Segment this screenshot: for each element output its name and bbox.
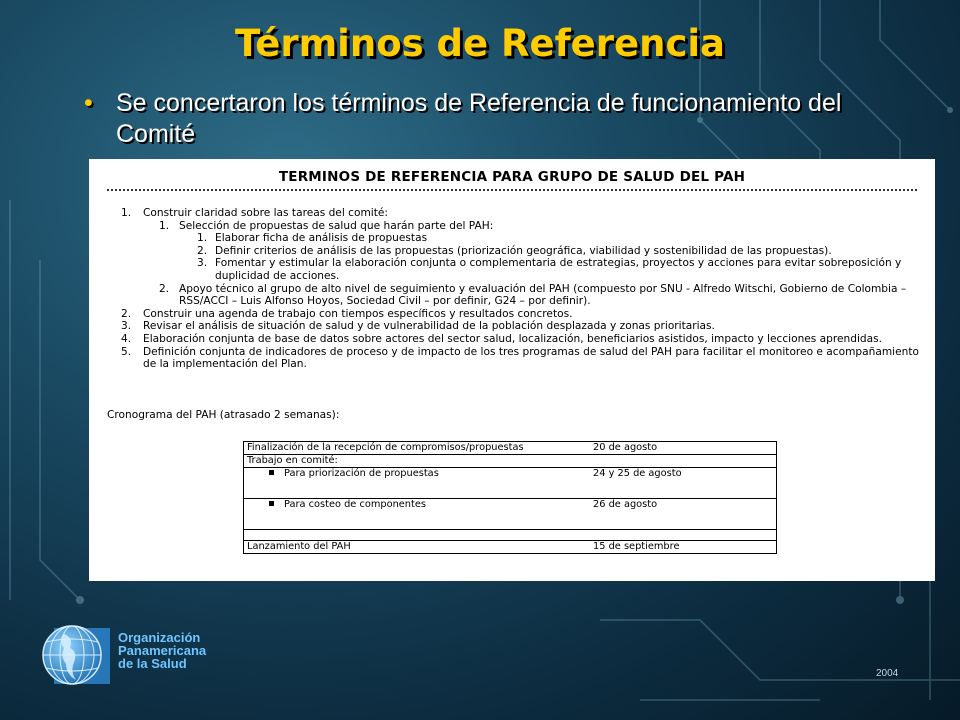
list-item: 3. Revisar el análisis de situación de salud y de vulnerabilidad de la población desplazada y zonas prioritarias. [121, 320, 715, 333]
list-item: 2. Construir una agenda de trabajo con tiempos específicos y resultados concretos. [121, 307, 573, 320]
table-row [244, 455, 777, 468]
bullet-dot-icon: • [84, 89, 93, 117]
schedule-activity: Finalización de la recepción de compromisos/propuestas [244, 442, 591, 455]
table-row [244, 499, 777, 530]
year-label: 2004 [876, 668, 899, 679]
schedule-date: 24 y 25 de agosto [590, 468, 777, 499]
schedule-table [243, 441, 777, 554]
document-title: TERMINOS DE REFERENCIA PARA GRUPO DE SALUD DEL PAH [107, 169, 917, 191]
organization-name [118, 631, 206, 670]
schedule-date: 20 de agosto [590, 442, 777, 455]
schedule-activity: Para priorización de propuestas [244, 468, 591, 499]
schedule-activity: Para costeo de componentes [244, 499, 591, 530]
globe-logo-icon [40, 622, 112, 688]
table-row [244, 530, 777, 541]
document-image [89, 159, 935, 581]
schedule-date [590, 530, 777, 541]
schedule-date: 15 de septiembre [590, 541, 777, 554]
list-item: 2. Apoyo técnico al grupo de alto nivel de seguimiento y evaluación del PAH (compuesto por SNU - Alfredo Witschi, Gobierno de Colombia – RSS/ACCI – Luis Alfonso Hoyos, Sociedad Civil – por definir, G24 – por definir). [159, 282, 907, 308]
schedule-date [590, 455, 777, 468]
schedule-activity: Lanzamiento del PAH [244, 541, 591, 554]
list-item: 1. Elaborar ficha de análisis de propuestas [197, 232, 428, 245]
list-item: 3. Fomentar y estimular la elaboración conjunta o complementaria de estrategias, proyectos y acciones para evitar sobreposición y duplicidad de acciones. [197, 257, 902, 282]
slide-title: Términos de Referencia [234, 22, 726, 65]
list-item: 1. Selección de propuestas de salud que harán parte del PAH: [159, 219, 494, 232]
schedule-activity [244, 530, 591, 541]
bullet-point [84, 88, 888, 150]
list-item: 2. Definir criterios de análisis de las propuestas (priorización geográfica, viabilidad y sostenibilidad de las propuestas). [197, 244, 832, 257]
org-line: Organización [118, 630, 201, 645]
list-item: 1. Construir claridad sobre las tareas del comité: [121, 207, 388, 219]
square-bullet-icon [269, 501, 274, 506]
list-item: 4. Elaboración conjunta de base de datos sobre actores del sector salud, localización, beneficiarios asistidos, impacto y lecciones aprendidas. [121, 332, 883, 345]
terms-list [121, 207, 921, 371]
org-line: de la Salud [118, 656, 187, 671]
org-line: Panamericana [118, 643, 207, 658]
table-row [244, 541, 777, 554]
square-bullet-icon [269, 470, 274, 475]
schedule-date: 26 de agosto [590, 499, 777, 530]
bullet-text: Se concertaron los términos de Referencia de funcionamiento del Comité [116, 89, 842, 148]
list-item: 5. Definición conjunta de indicadores de proceso y de impacto de los tres programas de salud del PAH para facilitar el monitoreo e acompañamiento de la implementación del Plan. [121, 345, 919, 371]
schedule-activity: Trabajo en comité: [244, 455, 591, 468]
schedule-heading: Cronograma del PAH (atrasado 2 semanas): [107, 409, 340, 421]
table-row [244, 442, 777, 455]
table-row [244, 468, 777, 499]
